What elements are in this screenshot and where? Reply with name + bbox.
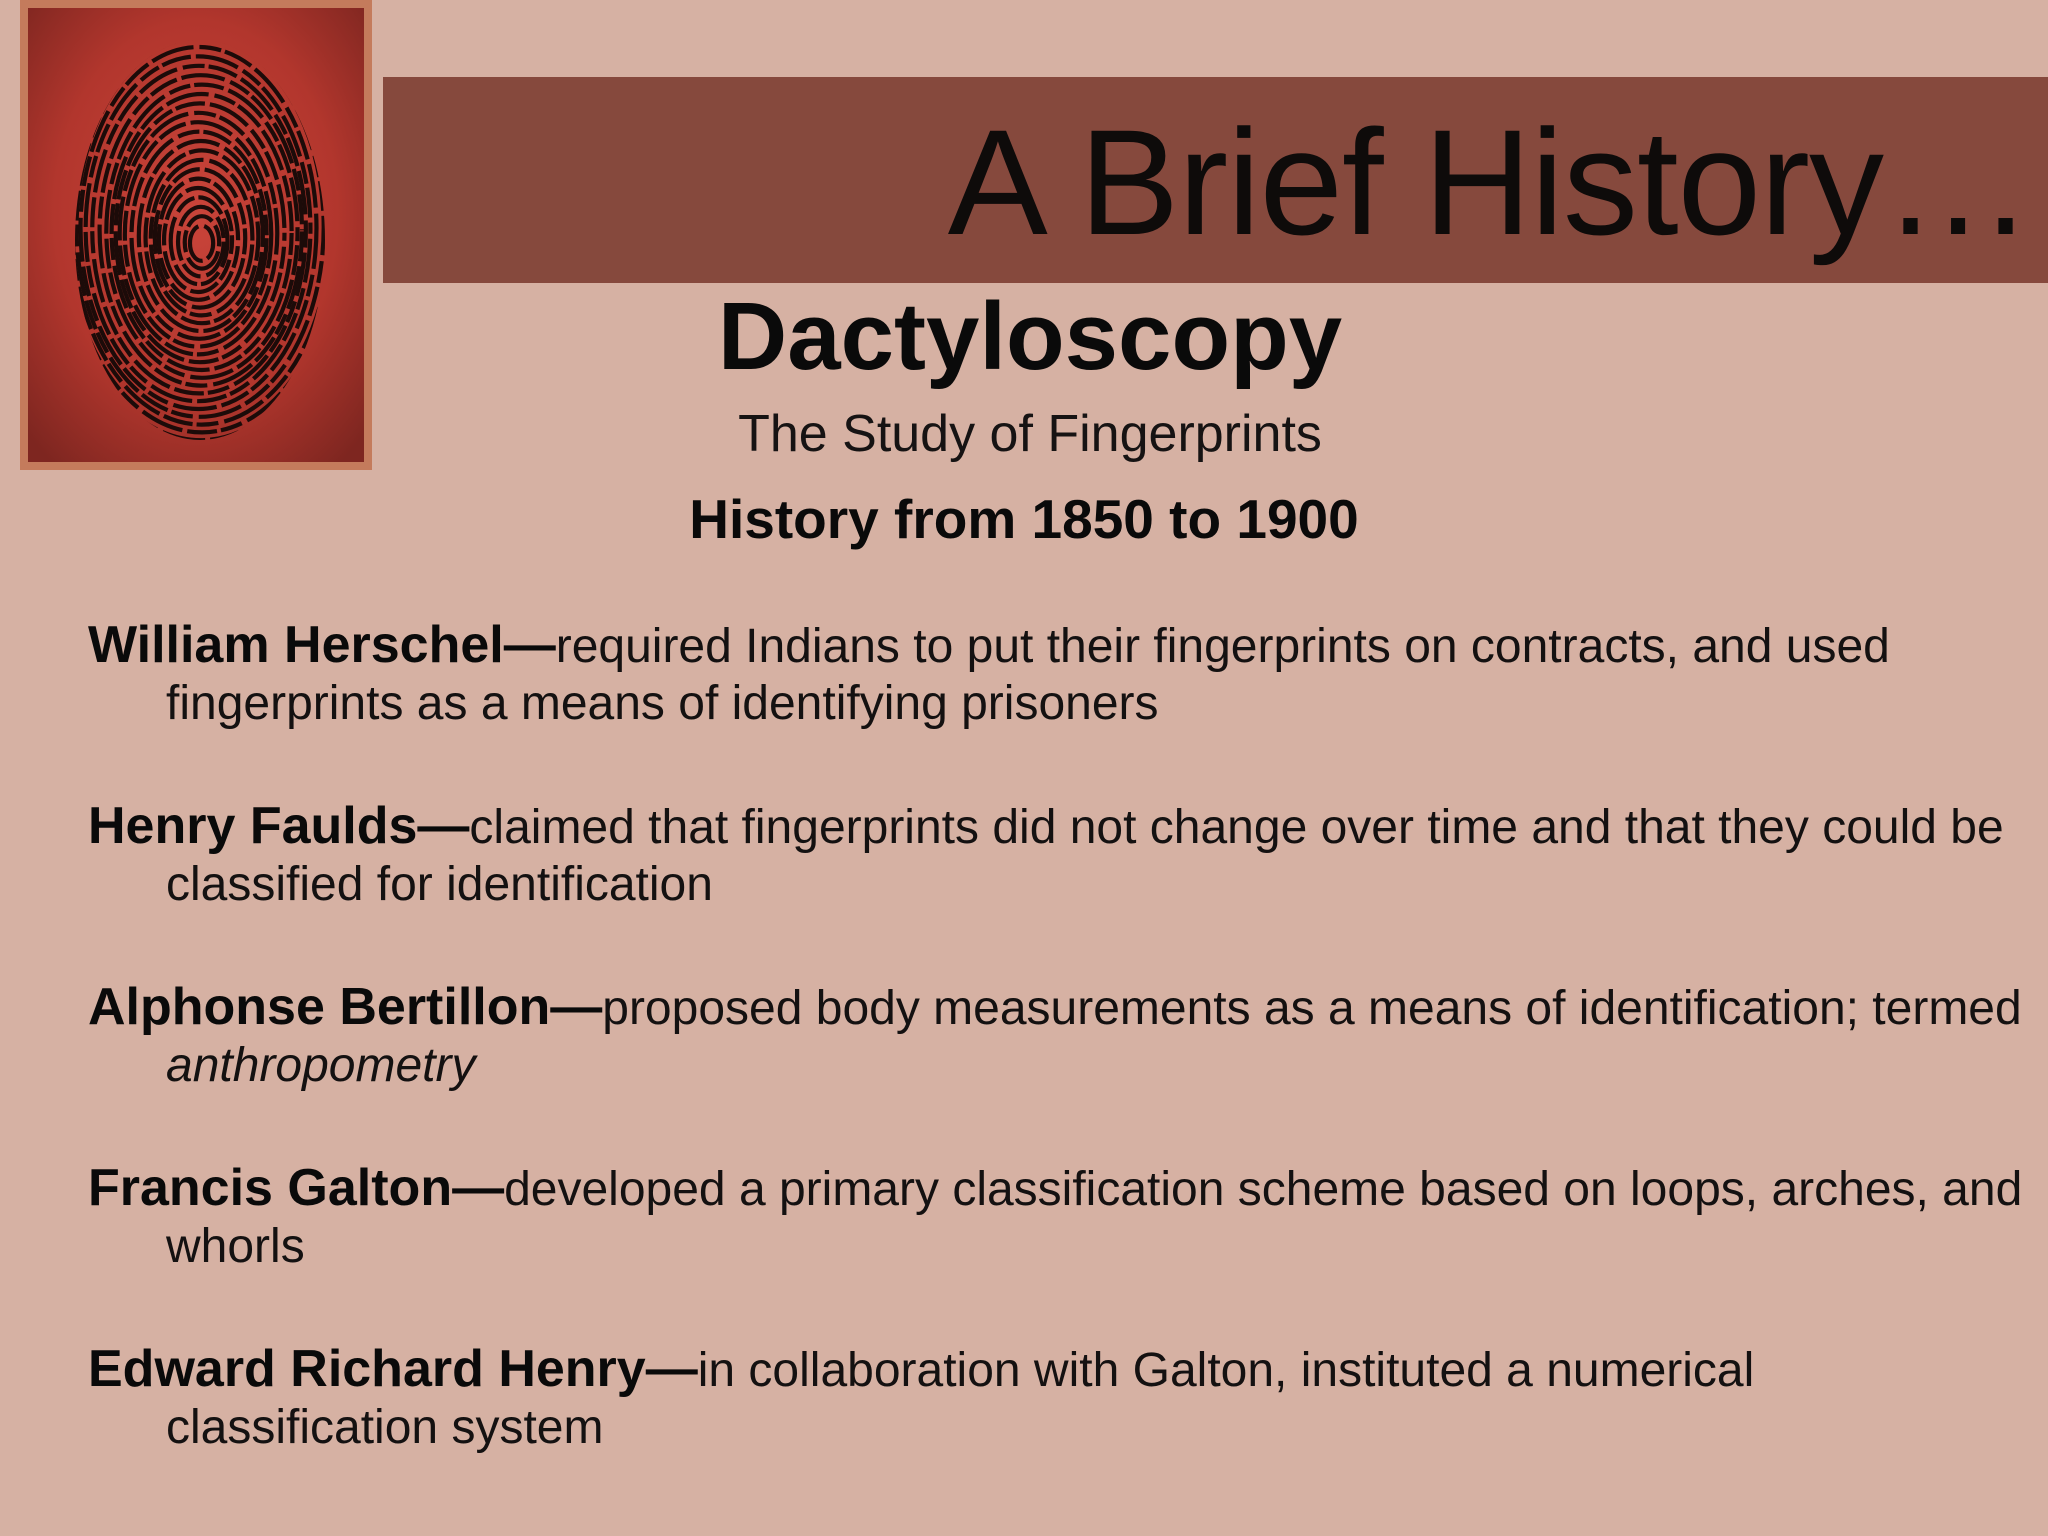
section-heading: Dactyloscopy xyxy=(717,283,1343,390)
entry-dash: — xyxy=(503,616,556,674)
entry-name: Edward Richard Henry xyxy=(88,1340,646,1398)
entry-description: claimed that fingerprints did not change over time and that they could be classified for identification xyxy=(166,801,2004,911)
entry-dash: — xyxy=(550,978,603,1036)
history-entry xyxy=(88,1160,2028,1341)
entry-description: proposed body measurements as a means of identification; termed xyxy=(602,982,2022,1035)
entry-name: William Herschel xyxy=(88,616,504,674)
history-entry xyxy=(88,1341,2028,1522)
entry-text xyxy=(88,979,2028,1094)
entry-name: Alphonse Bertillon xyxy=(88,978,551,1036)
history-list xyxy=(88,617,2028,1522)
entry-text xyxy=(88,1160,2028,1275)
fingerprint-image xyxy=(20,0,372,470)
entry-dash: — xyxy=(452,1159,505,1217)
entry-name: Henry Faulds xyxy=(88,797,418,855)
entry-text xyxy=(88,617,2028,732)
section-subtitle: The Study of Fingerprints xyxy=(738,405,1322,463)
entry-text xyxy=(88,1341,2028,1456)
entry-emphasis: anthropometry xyxy=(166,1039,476,1092)
entry-description: required Indians to put their fingerprints on contracts, and used fingerprints as a means of identifying prisoners xyxy=(166,620,1890,730)
entry-dash: — xyxy=(645,1340,698,1398)
history-entry xyxy=(88,617,2028,798)
fingerprint-icon xyxy=(28,8,364,462)
entry-description: in collaboration with Galton, instituted a numerical classification system xyxy=(166,1344,1755,1454)
entry-description: developed a primary classification scheme based on loops, arches, and whorls xyxy=(166,1163,2023,1273)
entry-text xyxy=(88,798,2028,913)
entry-dash: — xyxy=(417,797,470,855)
history-entry xyxy=(88,798,2028,979)
slide-title: A Brief History… xyxy=(947,98,2032,266)
entry-name: Francis Galton xyxy=(88,1159,453,1217)
period-heading: History from 1850 to 1900 xyxy=(689,488,1359,550)
history-entry xyxy=(88,979,2028,1160)
